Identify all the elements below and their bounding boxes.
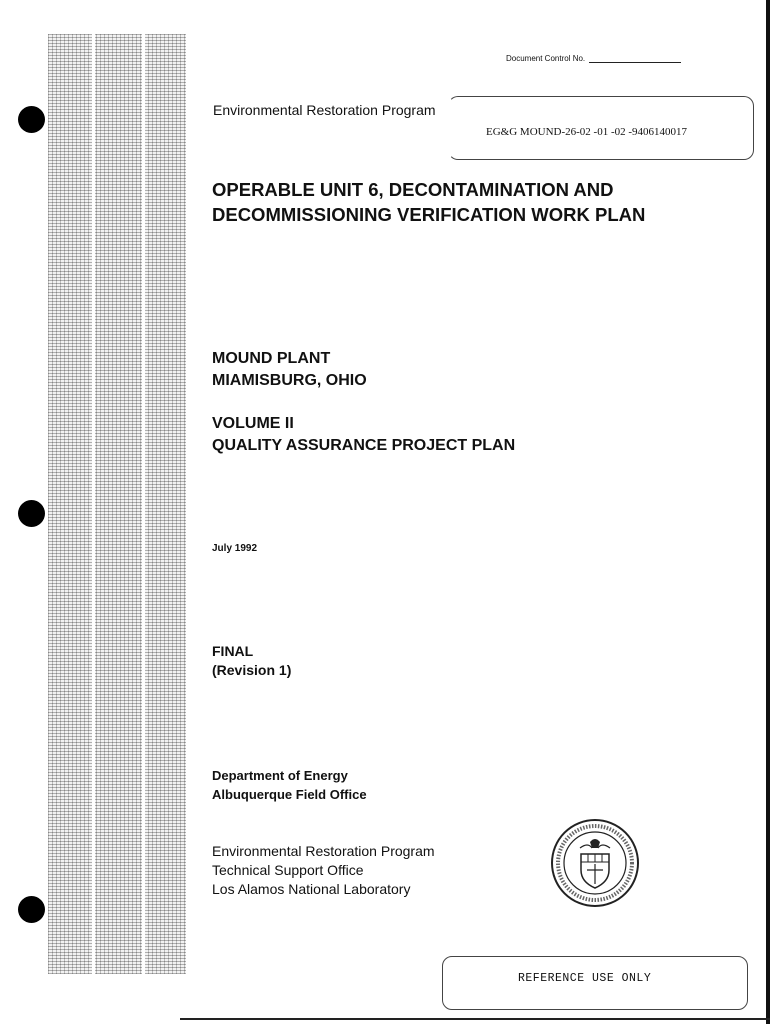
document-date: July 1992	[212, 543, 258, 554]
binder-strip	[48, 34, 186, 974]
agency	[212, 766, 367, 804]
status-final: FINAL	[212, 643, 254, 659]
scan-edge	[180, 1018, 770, 1020]
doe-seal-icon	[550, 818, 640, 908]
reference-use-only: REFERENCE USE ONLY	[518, 972, 652, 985]
punch-hole	[18, 500, 45, 527]
volume-title: QUALITY ASSURANCE PROJECT PLAN	[212, 437, 516, 454]
site-name: MOUND PLANT	[212, 350, 331, 367]
scan-edge	[766, 0, 770, 1024]
document-title-line: OPERABLE UNIT 6, DECONTAMINATION AND	[212, 179, 614, 200]
agency-name: Department of Energy	[212, 768, 348, 783]
document-title	[212, 177, 645, 227]
strip-divider	[142, 34, 145, 974]
prepared-by	[212, 842, 435, 899]
document-title-line: DECOMMISSIONING VERIFICATION WORK PLAN	[212, 204, 646, 225]
volume-number: VOLUME II	[212, 415, 294, 432]
program-name: Environmental Restoration Program	[213, 102, 436, 118]
document-control-label: Document Control No.	[506, 54, 586, 63]
document-number: EG&G MOUND-26-02 -01 -02 -9406140017	[486, 126, 688, 138]
site-location	[212, 348, 367, 392]
office-lab: Los Alamos National Laboratory	[212, 881, 411, 897]
punch-hole	[18, 106, 45, 133]
agency-office: Albuquerque Field Office	[212, 787, 367, 802]
status-revision: (Revision 1)	[212, 662, 292, 678]
document-control-blank	[589, 62, 681, 63]
punch-hole	[18, 896, 45, 923]
site-city: MIAMISBURG, OHIO	[212, 372, 367, 389]
strip-divider	[92, 34, 95, 974]
document-control	[506, 54, 681, 63]
office-program: Environmental Restoration Program	[212, 843, 435, 859]
revision-status	[212, 642, 291, 680]
office-support: Technical Support Office	[212, 862, 364, 878]
volume-heading	[212, 413, 515, 457]
